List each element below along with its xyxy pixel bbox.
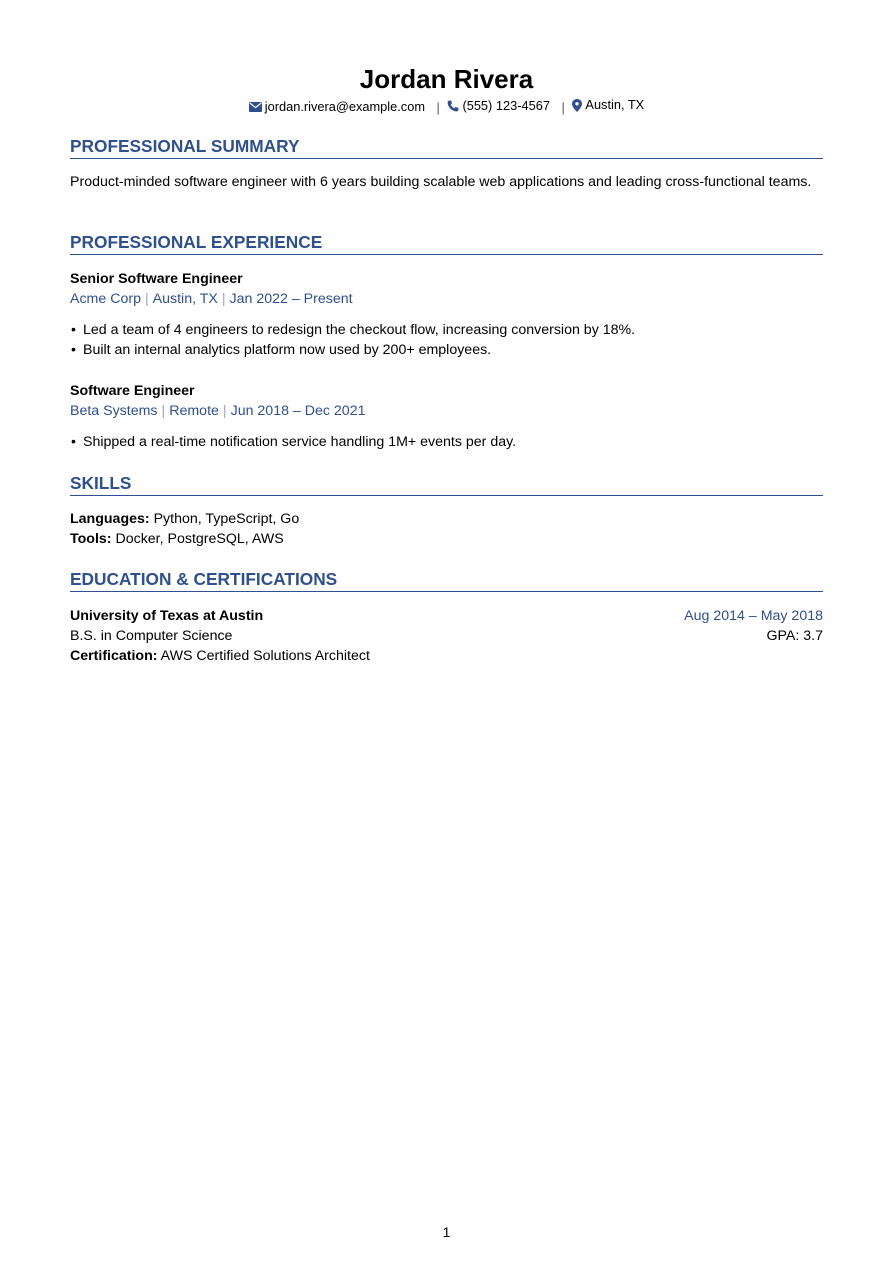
- summary-text: Product-minded software engineer with 6 years building scalable web applications and leading cross-functional teams.: [70, 174, 812, 190]
- phone-icon: [447, 100, 459, 112]
- contact-separator: |: [561, 99, 565, 115]
- tools-value: Docker, PostgreSQL, AWS: [115, 531, 284, 547]
- job-dates: Jan 2022 – Present: [229, 291, 353, 307]
- job-role: Senior Software Engineer: [70, 271, 243, 287]
- meta-separator: |: [144, 291, 149, 307]
- location-text: Austin, TX: [585, 97, 645, 112]
- skills-tools: [70, 529, 823, 549]
- education-dates: Aug 2014 – May 2018: [684, 608, 823, 624]
- languages-label: Languages:: [70, 511, 150, 527]
- job-meta: [70, 289, 823, 309]
- education-heading: EDUCATION & CERTIFICATIONS: [70, 569, 823, 592]
- job-entry: [70, 269, 823, 309]
- summary-heading: PROFESSIONAL SUMMARY: [70, 136, 823, 159]
- contact-email[interactable]: [249, 99, 425, 115]
- page-number: 1: [442, 1224, 451, 1240]
- degree: B.S. in Computer Science: [70, 628, 233, 644]
- job-bullets: [70, 432, 823, 452]
- tools-label: Tools:: [70, 531, 112, 547]
- job-role: Software Engineer: [70, 383, 195, 399]
- skills-list: [70, 509, 823, 549]
- education-entry: [70, 606, 823, 666]
- envelope-icon: [249, 102, 262, 112]
- contact-separator: |: [436, 99, 440, 115]
- job-location: Remote: [169, 403, 219, 419]
- phone-text: (555) 123-4567: [462, 97, 550, 113]
- job-company: Beta Systems: [70, 403, 158, 419]
- education-row: [70, 626, 823, 646]
- job-entry: [70, 381, 823, 421]
- job-location: Austin, TX: [152, 291, 218, 307]
- education-row: [70, 606, 823, 626]
- certification-label: Certification:: [70, 648, 158, 664]
- map-marker-icon: [572, 99, 582, 112]
- bullet-item: • Built an internal analytics platform now used by 200+ employees.: [70, 340, 823, 360]
- job-dates: Jun 2018 – Dec 2021: [230, 403, 366, 419]
- gpa: GPA: 3.7: [766, 628, 823, 644]
- job-meta: [70, 401, 823, 421]
- languages-value: Python, TypeScript, Go: [153, 511, 300, 527]
- meta-separator: |: [161, 403, 166, 419]
- bullet-item: • Shipped a real-time notification service handling 1M+ events per day.: [70, 432, 823, 452]
- skills-heading: SKILLS: [70, 473, 823, 496]
- skills-languages: [70, 509, 823, 529]
- contact-location: [572, 97, 644, 113]
- school-name: University of Texas at Austin: [70, 608, 264, 624]
- experience-heading: PROFESSIONAL EXPERIENCE: [70, 232, 823, 255]
- candidate-name: Jordan Rivera: [359, 64, 534, 94]
- contact-line: [70, 97, 823, 116]
- contact-phone[interactable]: [447, 98, 550, 114]
- certification-value: AWS Certified Solutions Architect: [160, 648, 370, 664]
- certification: [70, 646, 823, 666]
- email-text: jordan.rivera@example.com: [264, 98, 425, 114]
- bullet-item: • Led a team of 4 engineers to redesign the checkout flow, increasing conversion by 18%.: [70, 320, 823, 340]
- job-company: Acme Corp: [70, 291, 141, 307]
- job-bullets: [70, 320, 823, 360]
- meta-separator: |: [221, 291, 226, 307]
- meta-separator: |: [222, 403, 227, 419]
